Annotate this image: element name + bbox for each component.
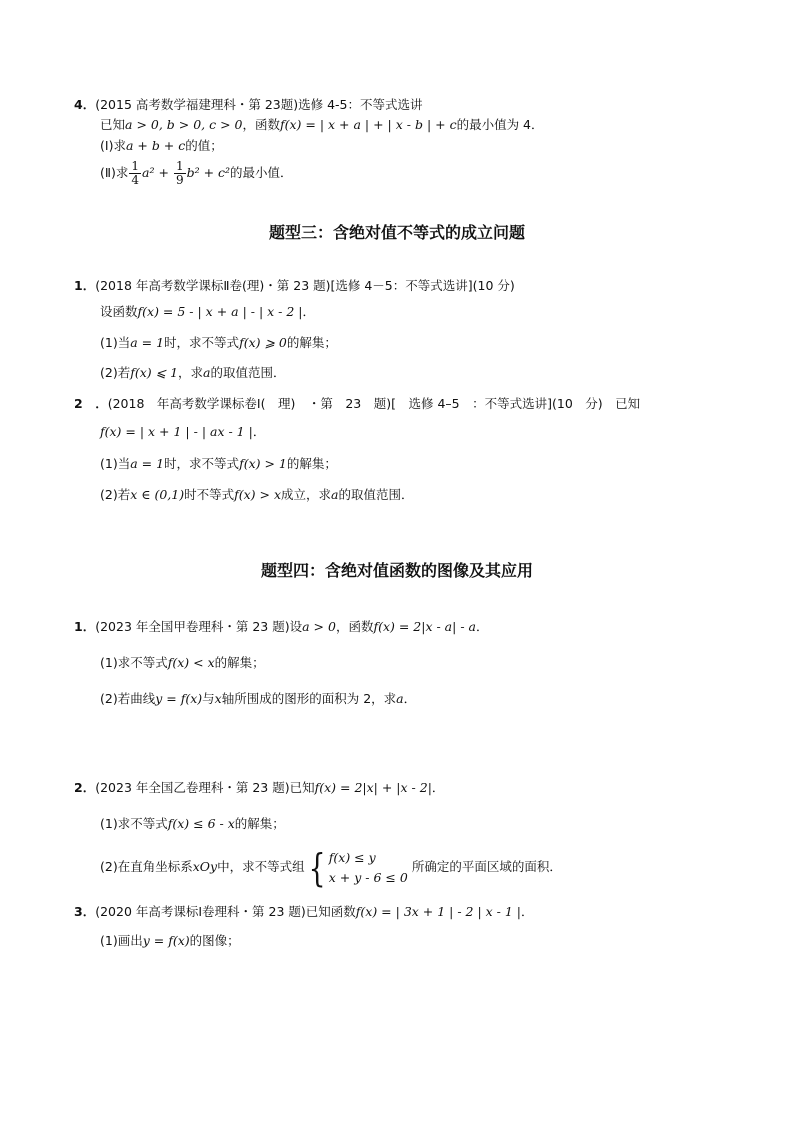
math-expr: xOy xyxy=(192,859,218,874)
math-expr: f(x) = 5 - | x + a | - | x - 2 | xyxy=(137,304,303,319)
question-number: 1． xyxy=(74,278,96,293)
question-number: 4． xyxy=(74,97,96,112)
s3q2-header xyxy=(74,395,640,413)
math-expr: f(x) = 2|x - a| - a xyxy=(373,619,476,634)
system-row: f(x) ≤ y xyxy=(328,850,376,865)
math-expr: a + b + c xyxy=(125,138,186,153)
text: 的最小值为 4． xyxy=(456,117,544,132)
math-expr: f(x) > 1 xyxy=(239,456,287,471)
math-expr: a² xyxy=(142,165,155,180)
q4-line1 xyxy=(100,116,544,134)
text: 与 xyxy=(202,691,215,706)
text: 的取值范围． xyxy=(338,487,414,502)
text: 成立，求 xyxy=(281,487,332,502)
math-expr: f(x) = | 3x + 1 | - 2 | x - 1 | xyxy=(355,904,522,919)
text: ． xyxy=(521,904,534,919)
question-source: (2015 高考数学福建理科・第 23题)选修 4-5：不等式选讲 xyxy=(95,97,423,112)
question-source: (2023 年全国乙卷理科・第 23 题)已知 xyxy=(95,780,315,795)
text: (1)求不等式 xyxy=(100,816,168,831)
math-expr: x ∈ (0,1) xyxy=(130,487,185,502)
text: 的解集； xyxy=(234,816,285,831)
math-expr: f(x) = 2|x| + |x - 2| xyxy=(314,780,432,795)
text: ． xyxy=(475,619,489,634)
left-brace-icon: { xyxy=(308,846,326,890)
math-expr: f(x) = | x + 1 | - | ax - 1 | xyxy=(100,424,253,439)
numerator: 1 xyxy=(131,159,140,173)
text: 所确定的平面区域的面积． xyxy=(411,859,562,874)
denominator: 9 xyxy=(175,173,184,187)
question-number: 1． xyxy=(74,619,96,634)
math-expr: b² xyxy=(186,165,200,180)
question-source: (2018 年高考数学课标Ⅱ卷(理)・第 23 题)[选修 4－5：不等式选讲](10 分) xyxy=(95,278,515,293)
question-number: 2 ． xyxy=(74,396,108,411)
q4-line2 xyxy=(100,137,223,155)
text: ，函数 xyxy=(242,117,280,132)
s3q1-line1 xyxy=(100,303,315,321)
s4q3-line1 xyxy=(100,932,240,950)
text: 的取值范围． xyxy=(210,365,286,380)
math-expr: a > 0, b > 0, c > 0 xyxy=(125,117,243,132)
question-source: (2023 年全国甲卷理科・第 23 题)设 xyxy=(95,619,303,634)
s3q1-header xyxy=(74,277,515,295)
text: 的解集； xyxy=(214,655,265,670)
text: ． xyxy=(252,424,266,439)
text: ． xyxy=(431,780,445,795)
text: 的最小值． xyxy=(230,165,293,180)
math-expr: + xyxy=(154,165,173,180)
denominator: 4 xyxy=(131,173,140,187)
text: 已知 xyxy=(100,117,126,132)
s4q1-line1 xyxy=(100,654,265,672)
text: 时不等式 xyxy=(184,487,235,502)
math-expr: y = f(x) xyxy=(142,933,190,948)
text: (2)若曲线 xyxy=(100,691,156,706)
section-title: 题型四：含绝对值函数的图像及其应用 xyxy=(260,561,533,580)
math-expr: + c² xyxy=(199,165,231,180)
text: (2)若 xyxy=(100,487,131,502)
text: ． xyxy=(302,304,316,319)
s3q1-line3 xyxy=(100,364,286,382)
q4-line3 xyxy=(100,158,293,188)
section-title: 题型三：含绝对值不等式的成立问题 xyxy=(268,223,525,242)
s4q1-line2 xyxy=(100,690,416,708)
math-expr: a > 0 xyxy=(302,619,336,634)
text: ． xyxy=(403,691,417,706)
math-var: a xyxy=(331,487,339,502)
math-expr: f(x) < x xyxy=(167,655,215,670)
math-expr: f(x) ⩾ 0 xyxy=(239,335,287,350)
s3q1-line2 xyxy=(100,334,337,352)
text: (Ⅰ)求 xyxy=(100,138,126,153)
s4q2-line1 xyxy=(100,815,285,833)
s3q2-line2 xyxy=(100,455,337,473)
text: 设函数 xyxy=(100,304,138,319)
math-expr: y = f(x) xyxy=(155,691,203,706)
math-expr: a = 1 xyxy=(130,456,165,471)
math-expr: f(x) = | x + a | + | x - b | + c xyxy=(280,117,457,132)
text: (Ⅱ)求 xyxy=(100,165,129,180)
math-var: a xyxy=(396,691,404,706)
system-row: x + y - 6 ≤ 0 xyxy=(328,870,408,885)
question-number: 3． xyxy=(74,904,96,919)
text: (2)若 xyxy=(100,365,131,380)
fraction xyxy=(174,160,186,187)
text: ，求 xyxy=(178,365,204,380)
text: 时，求不等式 xyxy=(164,335,240,350)
fraction xyxy=(129,160,141,187)
text: (1)当 xyxy=(100,335,131,350)
math-expr: f(x) ≤ 6 - x xyxy=(167,816,235,831)
numerator: 1 xyxy=(175,159,184,173)
text: 的图像； xyxy=(189,933,240,948)
math-expr: f(x) > x xyxy=(234,487,282,502)
inequality-system xyxy=(305,847,408,889)
text: (1)求不等式 xyxy=(100,655,168,670)
text: (2)在直角坐标系 xyxy=(100,859,193,874)
s4q1-header xyxy=(74,618,489,636)
text: 的解集； xyxy=(286,335,337,350)
s4q3-header xyxy=(74,903,534,921)
text: 轴所围成的图形的面积为 2，求 xyxy=(221,691,397,706)
text: 时，求不等式 xyxy=(164,456,240,471)
text: ，函数 xyxy=(335,619,374,634)
s3q2-line1 xyxy=(100,423,265,441)
math-var: a xyxy=(203,365,211,380)
text: 的解集； xyxy=(286,456,337,471)
math-expr: f(x) ⩽ 1 xyxy=(130,365,179,380)
math-expr: a = 1 xyxy=(130,335,165,350)
text: (1)当 xyxy=(100,456,131,471)
s3q2-line3 xyxy=(100,486,414,504)
text: (1)画出 xyxy=(100,933,143,948)
question-source: (2018 年高考数学课标卷Ⅰ( 理) ・第 23 题)[ 选修 4–5 ：不等式选讲](10 分) 已知 xyxy=(107,396,641,411)
s4q2-line2 xyxy=(100,846,562,889)
math-var: x xyxy=(214,691,222,706)
text: 中，求不等式组 xyxy=(217,859,305,874)
s4q2-header xyxy=(74,779,444,797)
q4-header xyxy=(74,96,423,114)
question-source: (2020 年高考课标Ⅰ卷理科・第 23 题)已知函数 xyxy=(95,904,356,919)
question-number: 2． xyxy=(74,780,96,795)
text: 的值； xyxy=(185,138,223,153)
